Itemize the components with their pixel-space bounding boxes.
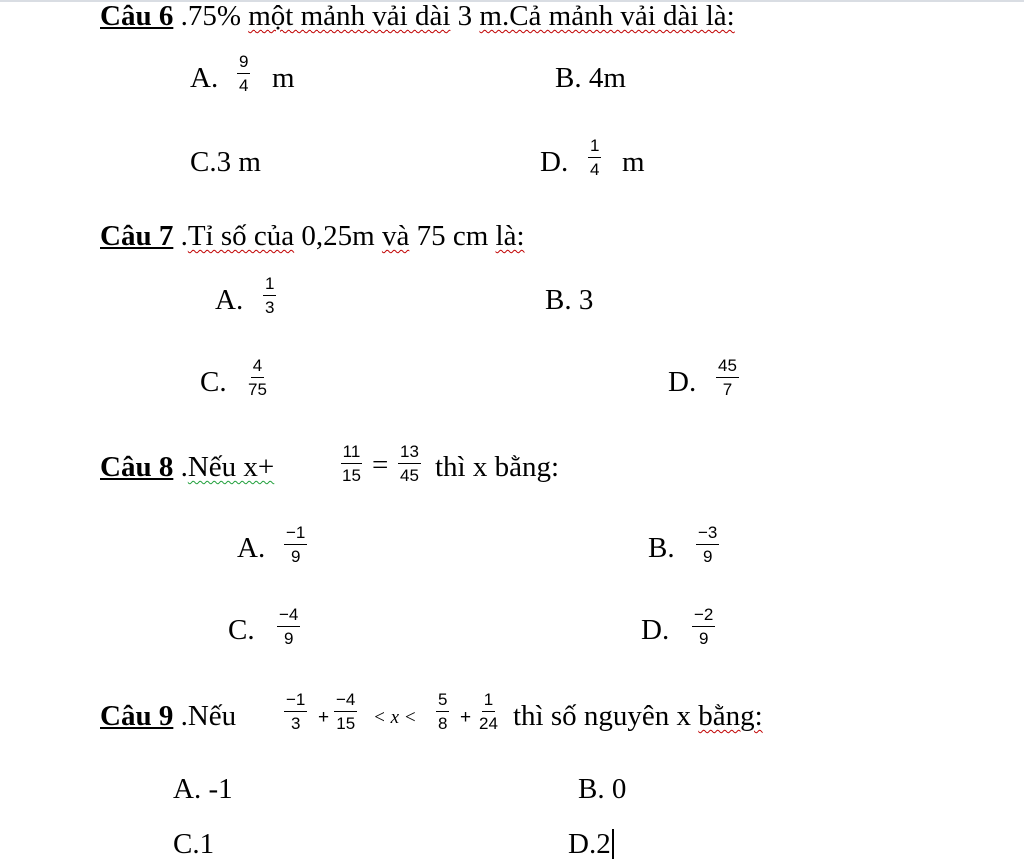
q7-option-c-fraction bbox=[246, 356, 269, 399]
q6-option-d-prefix[interactable]: D. bbox=[540, 146, 569, 178]
q8-b-numerator: −3 bbox=[696, 523, 719, 545]
q8-f1-numerator: 11 bbox=[341, 442, 363, 464]
question-7-text-b: Tỉ số của bbox=[187, 220, 295, 252]
question-6-text-c: 3 bbox=[450, 0, 480, 32]
q9-text-c: bằng: bbox=[698, 700, 763, 732]
text-cursor bbox=[612, 829, 614, 859]
q8-d-numerator: −2 bbox=[692, 605, 715, 627]
q6-option-d-unit: m bbox=[622, 146, 645, 178]
question-7-text-a: . bbox=[173, 220, 188, 252]
q8-option-d-prefix[interactable]: D. bbox=[641, 614, 670, 646]
question-7-text-d: và bbox=[381, 220, 410, 252]
question-6-label: Câu 6 bbox=[100, 0, 174, 32]
q6-d-numerator: 1 bbox=[588, 136, 601, 158]
question-6-text-b: một mảnh vải dài bbox=[248, 0, 451, 32]
q9-fraction-3 bbox=[436, 690, 449, 733]
q8-option-d-fraction bbox=[692, 605, 715, 648]
q9-plus-1: + bbox=[318, 707, 330, 728]
q7-a-denominator: 3 bbox=[265, 298, 275, 317]
q9-f2-denominator: 15 bbox=[336, 714, 356, 733]
q8-fraction-1 bbox=[340, 442, 363, 485]
q8-option-a-prefix[interactable]: A. bbox=[237, 532, 266, 564]
q7-option-b[interactable]: B. 3 bbox=[545, 284, 594, 316]
q8-fraction-2 bbox=[398, 442, 421, 485]
q7-option-d-prefix[interactable]: D. bbox=[668, 366, 697, 398]
q9-f1-denominator: 3 bbox=[290, 714, 301, 733]
q9-option-d[interactable] bbox=[568, 828, 614, 860]
q9-f1-numerator: −1 bbox=[284, 690, 307, 712]
question-8-stem bbox=[100, 451, 274, 483]
q9-inequality: < x < bbox=[373, 707, 417, 728]
q9-text-tail bbox=[513, 700, 763, 732]
question-7-text-c: 0,25m bbox=[294, 220, 382, 252]
q8-b-denominator: 9 bbox=[702, 547, 713, 566]
q9-f4-denominator: 24 bbox=[479, 714, 498, 733]
q6-a-numerator: 9 bbox=[237, 52, 250, 74]
q8-f2-denominator: 45 bbox=[400, 466, 419, 485]
q8-f1-denominator: 15 bbox=[342, 466, 361, 485]
q9-plus-2: + bbox=[460, 707, 472, 728]
q9-f3-denominator: 8 bbox=[438, 714, 448, 733]
q9-option-b[interactable]: B. 0 bbox=[578, 773, 627, 805]
q8-option-c-fraction bbox=[277, 605, 300, 648]
q8-option-c-prefix[interactable]: C. bbox=[228, 614, 255, 646]
q9-f3-numerator: 5 bbox=[436, 690, 449, 712]
question-7-stem bbox=[100, 220, 525, 252]
q8-a-denominator: 9 bbox=[290, 547, 301, 566]
q6-option-a-fraction bbox=[237, 52, 250, 95]
q8-option-a-fraction bbox=[284, 523, 307, 566]
q8-d-denominator: 9 bbox=[698, 629, 709, 648]
q6-option-d-fraction bbox=[588, 136, 601, 179]
question-8-text-a: . bbox=[173, 451, 188, 483]
q7-c-numerator: 4 bbox=[251, 356, 264, 378]
q8-equals: = bbox=[372, 449, 389, 481]
question-7-text-f: là: bbox=[495, 220, 525, 252]
q8-c-numerator: −4 bbox=[277, 605, 300, 627]
q8-option-b-prefix[interactable]: B. bbox=[648, 532, 675, 564]
q9-option-d-label: D.2 bbox=[568, 828, 611, 860]
q9-f4-numerator: 1 bbox=[482, 690, 495, 712]
q9-fraction-2 bbox=[334, 690, 357, 733]
question-9-stem bbox=[100, 700, 236, 732]
q7-d-numerator: 45 bbox=[716, 356, 739, 378]
question-9-label: Câu 9 bbox=[100, 700, 174, 732]
q9-text-b: thì số nguyên x bbox=[513, 700, 699, 732]
q7-option-d-fraction bbox=[716, 356, 739, 399]
q8-option-b-fraction bbox=[696, 523, 719, 566]
question-8-text-b: Nếu x+ bbox=[187, 451, 275, 483]
q9-option-c[interactable]: C.1 bbox=[173, 828, 215, 860]
q6-option-a-prefix[interactable]: A. bbox=[190, 62, 219, 94]
q8-c-denominator: 9 bbox=[283, 629, 294, 648]
q7-c-denominator: 75 bbox=[248, 380, 267, 399]
question-8-label: Câu 8 bbox=[100, 451, 174, 483]
q6-option-b[interactable]: B. 4m bbox=[555, 62, 626, 94]
q7-a-numerator: 1 bbox=[263, 274, 276, 296]
q8-f2-numerator: 13 bbox=[398, 442, 421, 464]
question-6-text-a: .75% bbox=[173, 0, 249, 32]
question-6-text-d: m.Cả mảnh vải dài là: bbox=[479, 0, 735, 32]
q9-fraction-4 bbox=[477, 690, 500, 733]
q9-f2-numerator: −4 bbox=[334, 690, 357, 712]
q8-text-c: thì x bằng: bbox=[435, 451, 560, 483]
q7-d-denominator: 7 bbox=[722, 380, 733, 399]
q9-option-a[interactable]: A. -1 bbox=[173, 773, 233, 805]
question-7-label: Câu 7 bbox=[100, 220, 174, 252]
q8-a-numerator: −1 bbox=[284, 523, 307, 545]
question-9-text-a: .Nếu bbox=[173, 700, 237, 732]
question-6-stem bbox=[100, 0, 735, 32]
question-7-text-e: 75 cm bbox=[409, 220, 496, 252]
q6-d-denominator: 4 bbox=[590, 160, 600, 179]
q9-fraction-1 bbox=[284, 690, 307, 733]
q7-option-c-prefix[interactable]: C. bbox=[200, 366, 227, 398]
q6-a-denominator: 4 bbox=[239, 76, 249, 95]
q6-option-c[interactable]: C.3 m bbox=[190, 146, 261, 178]
q6-option-a-unit: m bbox=[272, 62, 295, 94]
q7-option-a-fraction bbox=[263, 274, 276, 317]
q7-option-a-prefix[interactable]: A. bbox=[215, 284, 244, 316]
